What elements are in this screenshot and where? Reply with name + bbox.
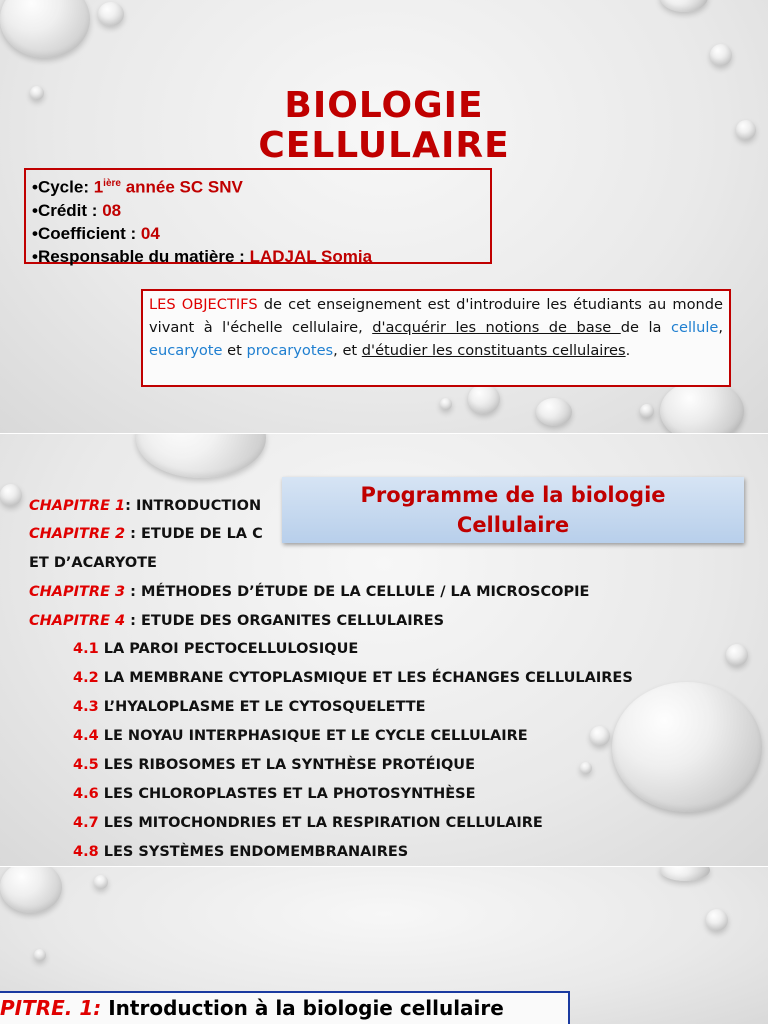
credit-label: •Crédit :: [32, 200, 103, 220]
coefficient-label: •Coefficient :: [32, 223, 141, 243]
water-drop-decoration: [536, 398, 572, 426]
water-drop-decoration: [706, 909, 728, 931]
chapter-2-line: [29, 526, 263, 542]
chapter-label: CHAPITRE 1: [29, 498, 126, 514]
term-eucaryote: eucaryote: [149, 342, 223, 359]
section-text: LA MEMBRANE CYTOPLASMIQUE ET LES ÉCHANGES CELLULAIRES: [98, 670, 633, 686]
water-drop-decoration: [612, 682, 762, 812]
chapter-label: CHAPITRE 4: [29, 613, 126, 629]
term-procaryotes: procaryotes: [246, 342, 334, 359]
objectives-text: de cet enseignement est d'introduire les étudiants au monde vivant à l'échelle cellulaire,: [149, 296, 723, 336]
section-text: LES MITOCHONDRIES ET LA RESPIRATION CELLULAIRE: [98, 815, 543, 831]
program-title-line: Cellulaire: [456, 513, 570, 537]
cycle-label: •Cycle:: [32, 177, 94, 197]
section-line: [73, 728, 528, 744]
objectives-text: .: [625, 342, 631, 359]
objectives-box: [141, 289, 731, 387]
program-title-line: Programme de la biologie: [360, 483, 666, 507]
section-text: L’HYALOPLASME ET LE CYTOSQUELETTE: [98, 699, 426, 715]
objectives-text: , et: [333, 342, 362, 359]
section-line: [73, 815, 543, 831]
program-title-box: [282, 477, 744, 543]
chapter-text: : ETUDE DES ORGANITES CELLULAIRES: [125, 613, 445, 629]
water-drop-decoration: [640, 404, 654, 418]
cycle-row: [32, 172, 484, 199]
chapter-3-line: [29, 584, 589, 600]
water-drop-decoration: [660, 867, 710, 881]
responsible-value: LADJAL Somia: [249, 246, 373, 266]
course-info-box: [24, 168, 492, 264]
section-number: 4.1: [73, 641, 99, 657]
section-line: [73, 844, 408, 860]
cycle-superscript: ière: [103, 178, 121, 189]
section-number: 4.2: [73, 670, 99, 686]
coefficient-value: 04: [140, 223, 160, 243]
chapter-label: CHAPITRE 3: [29, 584, 126, 600]
section-number: 4.5: [73, 757, 99, 773]
section-line: [73, 699, 426, 715]
objectives-underlined: d'acquérir les notions de base: [372, 319, 621, 336]
cycle-value: année SC SNV: [120, 177, 243, 197]
water-drop-decoration: [590, 726, 610, 746]
section-number: 4.4: [73, 728, 99, 744]
water-drop-decoration: [710, 44, 732, 66]
slide-1: [0, 0, 768, 433]
water-drop-decoration: [0, 867, 62, 913]
section-line: [73, 786, 476, 802]
water-drop-decoration: [660, 380, 744, 433]
chapter-4-line: [29, 613, 444, 629]
credit-row: [32, 199, 484, 222]
chapter-label: CHAPITRE 2: [29, 526, 126, 542]
section-text: LE NOYAU INTERPHASIQUE ET LE CYCLE CELLULAIRE: [98, 728, 528, 744]
chapter-text: : ETUDE DE LA C: [125, 526, 263, 542]
cycle-number: 1: [93, 177, 104, 197]
objectives-underlined: d'étudier les constituants cellulaires: [361, 342, 626, 359]
slide-2: [0, 434, 768, 866]
water-drop-decoration: [0, 484, 22, 506]
slide-title: [0, 86, 768, 166]
chapter-1-line: [29, 498, 261, 514]
chapter-text: : MÉTHODES D’ÉTUDE DE LA CELLULE / LA MICROSCOPIE: [125, 584, 590, 600]
water-drop-decoration: [0, 0, 90, 58]
water-drop-decoration: [726, 644, 748, 666]
section-number: 4.7: [73, 815, 99, 831]
credit-value: 08: [102, 200, 122, 220]
objectives-lead: LES OBJECTIFS: [149, 296, 258, 313]
objectives-text: ,: [718, 319, 723, 336]
chapter-2-continuation: ET D’ACARYOTE: [29, 555, 157, 571]
title-line: CELLULAIRE: [258, 125, 510, 166]
objectives-text: et: [222, 342, 247, 359]
section-line: [73, 641, 358, 657]
section-number: 4.8: [73, 844, 99, 860]
title-line: BIOLOGIE: [284, 85, 484, 126]
responsible-row: [32, 245, 484, 268]
section-line: [73, 670, 633, 686]
section-text: LES SYSTÈMES ENDOMEMBRANAIRES: [98, 844, 409, 860]
coefficient-row: [32, 222, 484, 245]
chapter-text: : INTRODUCTION: [125, 498, 262, 514]
chapter-heading-title: Introduction à la biologie cellulaire: [101, 996, 504, 1020]
chapter-heading-box: [0, 991, 570, 1024]
term-cellule: cellule: [670, 319, 719, 336]
section-text: LES RIBOSOMES ET LA SYNTHÈSE PROTÉIQUE: [98, 757, 475, 773]
water-drop-decoration: [440, 398, 452, 410]
section-text: LA PAROI PECTOCELLULOSIQUE: [98, 641, 359, 657]
water-drop-decoration: [98, 2, 124, 26]
water-drop-decoration: [94, 875, 108, 889]
section-line: [73, 757, 475, 773]
water-drop-decoration: [136, 434, 266, 478]
section-text: LES CHLOROPLASTES ET LA PHOTOSYNTHÈSE: [98, 786, 476, 802]
water-drop-decoration: [34, 949, 46, 961]
responsible-label: •Responsable du matière :: [32, 246, 250, 266]
objectives-text: de la: [620, 319, 671, 336]
section-number: 4.6: [73, 786, 99, 802]
water-drop-decoration: [468, 384, 500, 414]
water-drop-decoration: [660, 0, 708, 12]
water-drop-decoration: [580, 762, 592, 774]
chapter-heading-label: PITRE. 1:: [0, 996, 102, 1020]
section-number: 4.3: [73, 699, 99, 715]
slide-3: [0, 867, 768, 1024]
